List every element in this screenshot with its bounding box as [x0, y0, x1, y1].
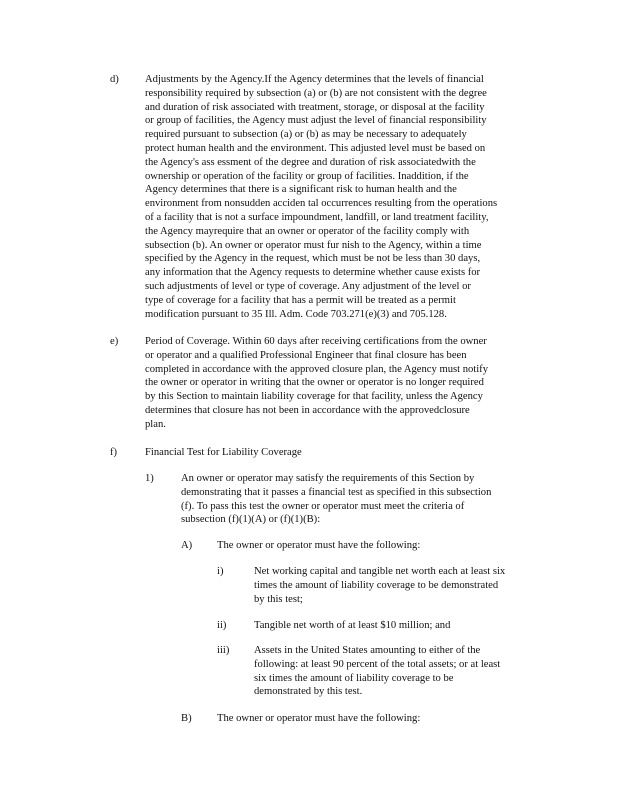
text-line: the Agency's ass essment of the degree and duration of risk associatedwith the — [145, 156, 476, 168]
text-line: required pursuant to subsection (a) or (b) as may be necessary to adequately — [145, 129, 467, 141]
section-d-paragraph — [145, 73, 538, 321]
item-1-paragraph — [181, 472, 530, 527]
section-f-marker: f) — [110, 447, 118, 458]
item-i-paragraph — [254, 565, 538, 606]
item-a-paragraph — [217, 539, 539, 553]
item-b-marker: B) — [181, 713, 192, 724]
text-line: by this Section to maintain liability coverage for that facility, unless the Agency — [145, 391, 483, 403]
text-line: or operator and a qualified Professional Engineer that final closure has been — [145, 349, 467, 361]
item-1-marker: 1) — [145, 473, 154, 484]
text-line: demonstrated by this test. — [254, 686, 363, 698]
item-ii-marker: ii) — [217, 620, 227, 631]
text-line: and duration of risk associated with treatment, storage, or disposal at the facility — [145, 101, 485, 113]
text-line: by this test; — [254, 593, 303, 605]
item-ii-paragraph — [254, 619, 538, 633]
text-line: six times the amount of liability coverage to be — [254, 672, 454, 684]
text-line: The owner or operator must have the following: — [217, 713, 421, 724]
text-line: the Agency mayrequire that an owner or operator of the facility comply with — [145, 225, 470, 237]
text-line: such adjustments of level or type of coverage. Any adjustment of the level or — [145, 280, 471, 292]
text-line: plan. — [145, 418, 166, 430]
text-line: environment from nonsudden acciden tal occurrences resulting from the operations — [145, 198, 498, 210]
section-d-marker: d) — [110, 74, 119, 85]
text-line: subsection (f)(1)(A) or (f)(1)(B): — [181, 514, 321, 526]
item-iii-paragraph — [254, 644, 538, 699]
item-a-marker: A) — [181, 540, 193, 551]
text-line: ownership or operation of the facility or group of facilities. Inaddition, if the — [145, 170, 469, 182]
text-line: Assets in the United States amounting to either of the — [254, 645, 481, 656]
text-line: or group of facilities, the Agency must adjust the level of financial responsibility — [145, 115, 487, 127]
text-line: of a facility that is not a surface impoundment, landfill, or land treatment facility, — [145, 211, 489, 223]
text-line: Financial Test for Liability Coverage — [145, 447, 302, 458]
text-line: demonstrating that it passes a financial test as specified in this subsection — [181, 486, 492, 498]
text-line: The owner or operator must have the following: — [217, 540, 421, 551]
text-line: the owner or operator in writing that the owner or operator is no longer required — [145, 377, 484, 389]
text-line: An owner or operator may satisfy the requirements of this Section by — [181, 473, 475, 484]
text-line: protect human health and the environment. This adjusted level must be based on — [145, 142, 486, 154]
section-e-marker: e) — [110, 336, 119, 347]
text-line: modification pursuant to 35 Ill. Adm. Code 703.271(e)(3) and 705.128. — [145, 308, 447, 320]
text-line: type of coverage for a facility that has a permit will be treated as a permit — [145, 294, 456, 306]
text-line: (f). To pass this test the owner or operator must meet the criteria of — [181, 500, 465, 512]
text-line: determines that closure has not been in accordance with the approvedclosure — [145, 404, 470, 416]
text-line: Net working capital and tangible net worth each at least six — [254, 566, 506, 577]
text-line: times the amount of liability coverage to be demonstrated — [254, 579, 499, 591]
item-b-paragraph — [217, 712, 539, 726]
item-i-marker: i) — [217, 566, 224, 577]
text-line: subsection (b). An owner or operator must fur nish to the Agency, within a time — [145, 239, 482, 251]
text-line: following: at least 90 percent of the total assets; or at least — [254, 658, 501, 670]
text-line: responsibility required by subsection (a) or (b) are not consistent with the degree — [145, 87, 487, 99]
text-line: Adjustments by the Agency.If the Agency determines that the levels of financial — [145, 74, 484, 85]
item-iii-marker: iii) — [217, 645, 230, 656]
section-e-paragraph — [145, 335, 538, 432]
text-line: Agency determines that there is a significant risk to human health and the — [145, 184, 457, 196]
text-line: Period of Coverage. Within 60 days after receiving certifications from the owner — [145, 336, 487, 347]
text-line: Tangible net worth of at least $10 million; and — [254, 620, 451, 631]
text-line: any information that the Agency requests to determine whether cause exists for — [145, 267, 481, 279]
section-f-heading — [145, 446, 538, 460]
text-line: completed in accordance with the approved closure plan, the Agency must notify — [145, 363, 489, 375]
text-line: specified by the Agency in the request, which must be not be less than 30 days, — [145, 253, 481, 265]
